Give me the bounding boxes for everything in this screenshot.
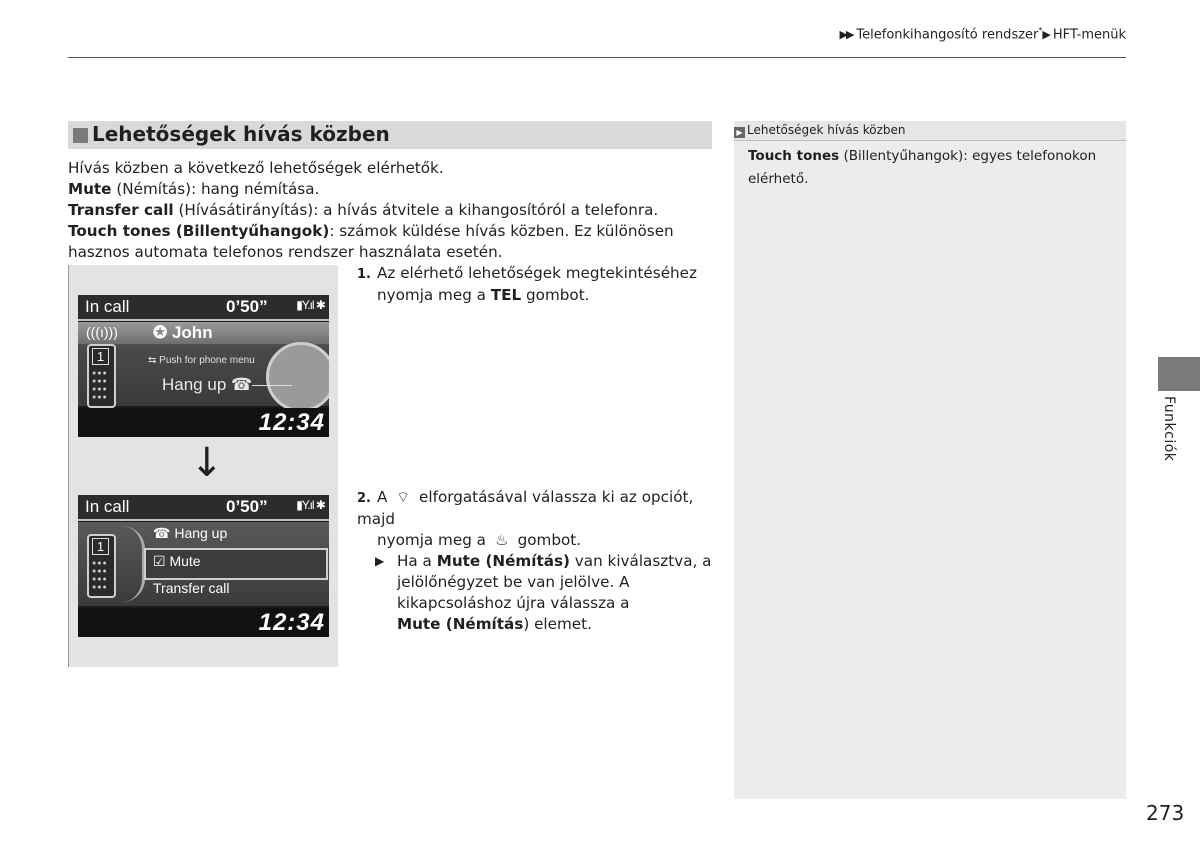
chapter-tab-label: Funkciók: [1161, 396, 1177, 462]
note-mute-term: Mute (Némítás): [436, 552, 570, 570]
step-number: 2.: [357, 491, 371, 506]
pointer-line: [252, 385, 292, 386]
menu-arc-decoration: [122, 526, 145, 602]
sidebar-note: [734, 121, 1126, 799]
sidebar-heading: [734, 121, 1126, 141]
hang-up-option: [162, 375, 292, 395]
push-hint-text: ⇆ Push for phone menu: [148, 355, 255, 366]
caller-name-text: John: [171, 323, 213, 342]
menu-item-mute-label: Mute: [169, 553, 201, 569]
sidebar-term: Touch tones: [748, 148, 840, 164]
screen-title: In call: [85, 297, 130, 316]
note-arrow-icon: ▶: [375, 554, 385, 568]
transfer-option: [68, 200, 713, 221]
header-divider: [68, 57, 1126, 58]
selector-knob-rotate-icon: ⌔: [396, 488, 411, 506]
in-call-menu-screen: [78, 495, 329, 637]
mute-term: Mute: [68, 180, 112, 198]
heading-square-icon: [73, 128, 88, 143]
step-2-note: [357, 551, 717, 635]
screen-content: [78, 522, 329, 606]
step-2-mid: elforgatásával válassza ki az opciót, majd: [357, 488, 694, 528]
step-1-post: gombot.: [521, 286, 590, 304]
touch-tones-term: Touch tones (Billentyűhangok): [68, 222, 330, 240]
sidebar-description: (Billentyűhangok): egyes telefonokon elérhető.: [748, 148, 1097, 187]
keypad-icon: ●●● ●●● ●●● ●●●: [92, 560, 108, 591]
keypad-icon: ●●● ●●● ●●● ●●●: [92, 370, 108, 401]
note-pre: Ha a: [397, 552, 437, 570]
transfer-term: Transfer call: [68, 201, 174, 219]
in-call-screen: [78, 295, 329, 437]
phone-icon: [87, 534, 116, 598]
transfer-description: (Hívásátirányítás): a hívás átvitele a kihangosítóról a telefonra.: [173, 201, 659, 219]
tel-key: TEL: [490, 286, 522, 304]
section-title: Lehetőségek hívás közben: [92, 122, 390, 146]
breadcrumb: [840, 26, 1127, 42]
phone-number-badge: 1: [92, 538, 109, 555]
intro-text: Hívás közben a következő lehetőségek elérhetők.: [68, 159, 444, 177]
push-hint-label: Push for phone menu: [159, 355, 255, 366]
step-2: [357, 487, 717, 635]
clock: 12:34: [258, 609, 325, 636]
clock-bar: [78, 408, 329, 437]
status-icons: ▮Y.ıl ✱: [296, 298, 325, 312]
caller-name: ✪ John: [153, 323, 213, 342]
note-end: ) elemet.: [523, 615, 592, 633]
handset-icon: ☎: [153, 525, 175, 541]
menu-item-mute: [153, 553, 201, 570]
touch-tones-description: : számok küldése hívás közben. Ez különösen hasznos automata telefonos rendszer használata esetén.: [68, 222, 674, 261]
clock-bar: [78, 608, 329, 637]
menu-item-hang-up: [153, 525, 227, 542]
sidebar-text: [748, 145, 1118, 191]
step-2-line2: [357, 530, 717, 551]
down-arrow-icon: ↓: [190, 440, 224, 486]
note-mid: van kiválasztva, a jelölőnégyzet be van jelölve. A kikapcsoláshoz újra válassza a: [397, 552, 712, 612]
page-number: 273: [1146, 801, 1185, 825]
breadcrumb-arrow-icon: ▶: [1042, 28, 1049, 42]
signal-icon: (((ı))): [86, 324, 118, 340]
note-mute-term-2: Mute (Némítás: [397, 615, 524, 633]
screen-status-bar: [78, 495, 329, 521]
step-2-pre: A: [377, 488, 393, 506]
touch-tones-option: [68, 221, 713, 263]
step-1-pre: nyomja meg a: [377, 286, 491, 304]
step-number: 1.: [357, 267, 371, 282]
hang-up-label: Hang up: [162, 375, 227, 394]
menu-item-hang-up-label: Hang up: [174, 525, 228, 541]
step-2-line2-pre: nyomja meg a: [377, 531, 491, 549]
step-1-text-line2: [357, 285, 717, 306]
note-marker-icon: ▶: [734, 127, 745, 138]
breadcrumb-asterisk: *: [1038, 26, 1043, 35]
screen-content: [78, 322, 329, 406]
menu-item-transfer-call: Transfer call: [153, 580, 230, 596]
step-1-text: Az elérhető lehetőségek megtekintéséhez: [377, 264, 697, 282]
chapter-tab: [1158, 357, 1200, 391]
breadcrumb-item-hft-menus: HFT-menük: [1052, 27, 1126, 43]
mute-option: [68, 179, 713, 200]
step-1: [357, 263, 717, 306]
checkbox-checked-icon: ☑: [153, 553, 170, 569]
section-heading: [68, 121, 712, 149]
body-text: [68, 158, 713, 263]
call-timer: 0’50”: [226, 297, 268, 316]
mute-description: (Némítás): hang némítása.: [111, 180, 320, 198]
caller-bar: [78, 322, 329, 344]
selector-knob-press-icon: ♨: [495, 531, 509, 549]
phone-icon: [87, 344, 116, 408]
screen-title: In call: [85, 497, 130, 516]
breadcrumb-item-phone-system: Telefonkihangosító rendszer: [856, 27, 1039, 43]
sidebar-heading-text: Lehetőségek hívás közben: [747, 123, 906, 137]
phone-number-badge: 1: [92, 348, 109, 365]
step-2-note-text: [377, 551, 717, 635]
call-timer: 0’50”: [226, 497, 268, 516]
status-icons: ▮Y.ıl ✱: [296, 498, 325, 512]
breadcrumb-arrow-icon: ▶▶: [839, 28, 853, 42]
step-2-line2-post: gombot.: [512, 531, 582, 549]
handset-icon: ☎: [231, 375, 253, 394]
clock: 12:34: [258, 409, 325, 436]
screen-status-bar: [78, 295, 329, 321]
